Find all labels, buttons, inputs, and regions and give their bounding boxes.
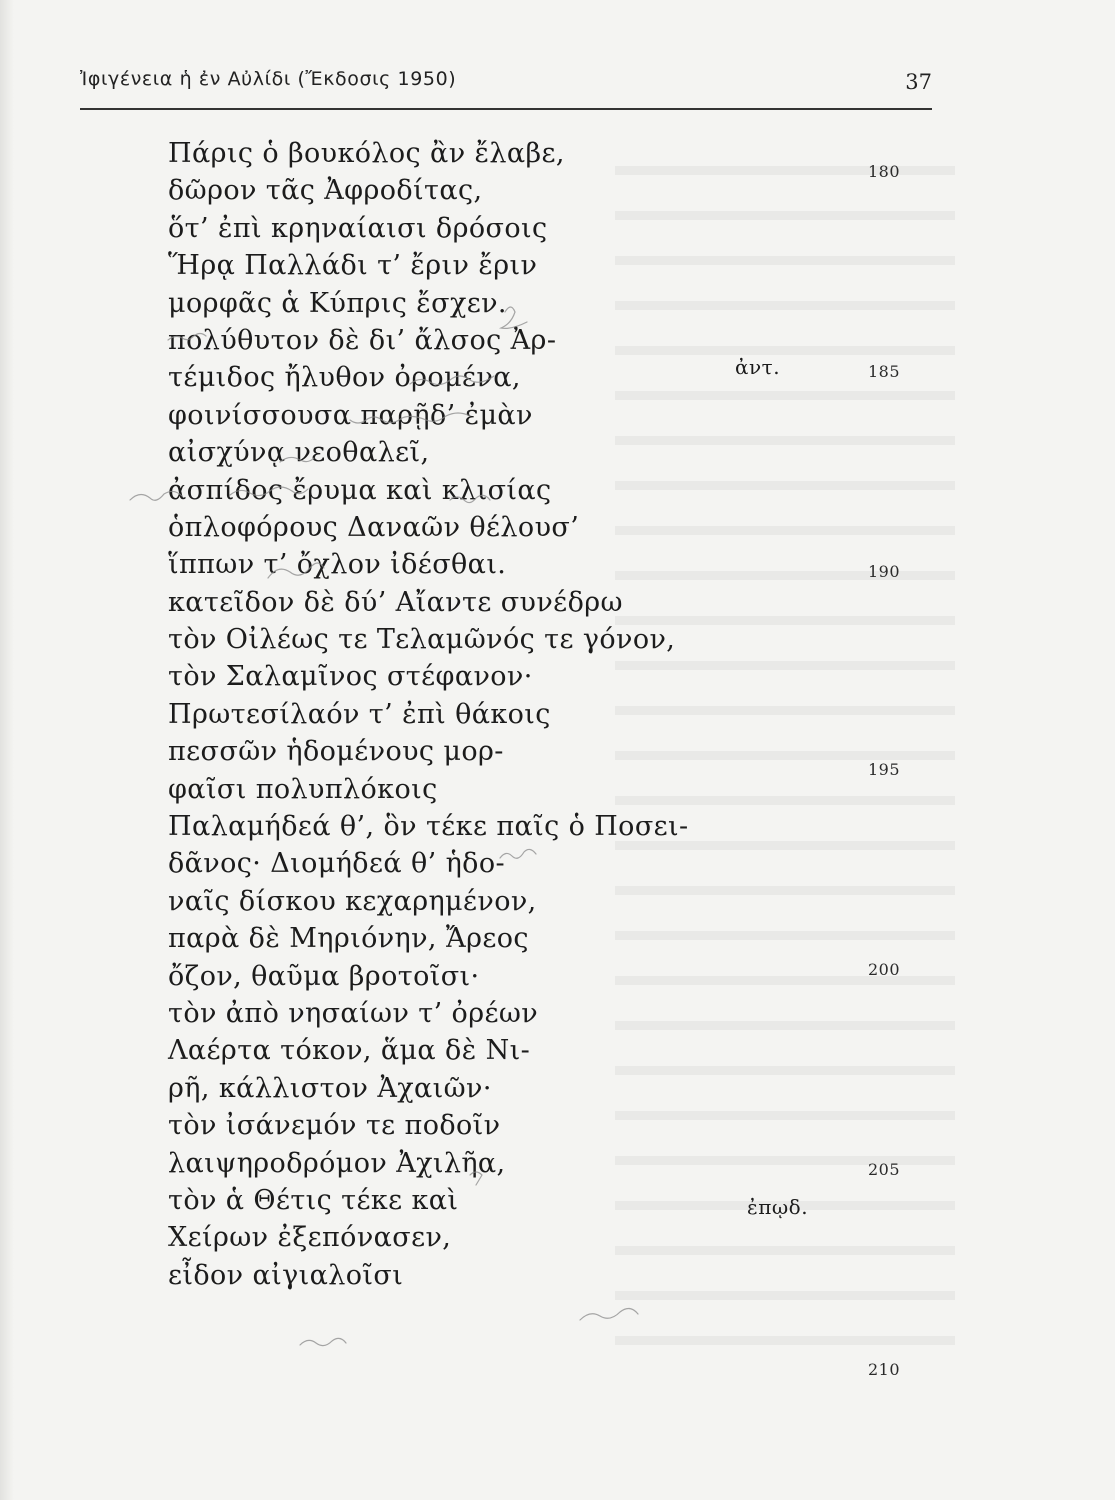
verse-text xyxy=(168,135,689,1294)
verse-line: πολύθυτον δὲ δι’ ἄλσος Ἀρ- xyxy=(168,324,557,356)
verse-line: τὸν ἰσάνεμόν τε ποδοῖν xyxy=(168,1110,501,1142)
verse-line: Πρωτεσίλαόν τ’ ἐπὶ θάκοις xyxy=(168,698,551,730)
verse-line: Παλαμήδεά θ’, ὃν τέκε παῖς ὁ Ποσει- xyxy=(168,811,689,843)
verse-line: τὸν Οἰλέως τε Τελαμῶνός τε γόνον, xyxy=(168,624,676,656)
epode-marker: ἐπῳδ. xyxy=(747,1195,809,1219)
verse-line: δᾶνος· Διομήδεά θ’ ἡδο- xyxy=(168,848,505,880)
verse-line: ρῆ, κάλλιστον Ἀχαιῶν· xyxy=(168,1072,492,1104)
verse-line: αἰσχύνᾳ νεοθαλεῖ, xyxy=(168,437,430,469)
line-number: 185 xyxy=(868,362,901,381)
verse-line: κατεῖδον δὲ δύ’ Αἴαντε συνέδρω xyxy=(168,586,623,618)
page-spine-shadow xyxy=(0,0,14,1500)
verse-line: ὁπλοφόρους Δαναῶν θέλουσ’ xyxy=(168,511,580,543)
verse-line: Λαέρτα τόκον, ἅμα δὲ Νι- xyxy=(168,1035,531,1067)
verse-line: δῶρον τᾶς Ἀφροδίτας, xyxy=(168,175,483,207)
verse-line: Πάρις ὁ βουκόλος ἂν ἔλαβε, xyxy=(168,138,565,169)
verse-line: φαῖσι πολυπλόκοις xyxy=(168,773,438,805)
running-head: Ἰφιγένεια ἡ ἐν Αὐλίδι (Ἔκδοσις 1950) xyxy=(80,68,457,90)
line-number: 210 xyxy=(868,1360,901,1379)
verse-line: Χείρων ἐξεπόνασεν, xyxy=(168,1222,452,1254)
page-number: 37 xyxy=(905,70,932,94)
verse-line: φοινίσσουσα παρῇδ’ ἐμὰν xyxy=(168,399,533,431)
line-number: 195 xyxy=(868,760,901,779)
header-rule xyxy=(80,108,932,110)
verse-line: παρὰ δὲ Μηριόνην, Ἄρεος xyxy=(168,923,529,955)
pencil-mark xyxy=(300,1338,346,1345)
antistrophe-marker: ἀντ. xyxy=(735,355,781,379)
verse-line: τέμιδος ἤλυθον ὀρομένα, xyxy=(168,362,521,394)
verse-line: Ἥρᾳ Παλλάδι τ’ ἔριν ἔριν xyxy=(168,250,538,282)
line-number: 180 xyxy=(868,162,901,181)
verse-line: εἶδον αἰγιαλοῖσι xyxy=(168,1259,404,1291)
verse-line: ὅτ’ ἐπὶ κρηναίαισι δρόσοις xyxy=(168,212,548,244)
verse-line: λαιψηροδρόμον Ἀχιλῆα, xyxy=(168,1147,506,1179)
line-number: 190 xyxy=(868,562,901,581)
verse-line: ἵππων τ’ ὄχλον ἰδέσθαι. xyxy=(168,549,507,581)
verse-line: μορφᾶς ἁ Κύπρις ἔσχεν. xyxy=(168,287,507,319)
verse-line: τὸν Σαλαμῖνος στέφανον· xyxy=(168,661,533,693)
verse-line: πεσσῶν ἡδομένους μορ- xyxy=(168,736,504,768)
page-header xyxy=(80,68,932,102)
line-number: 205 xyxy=(868,1160,901,1179)
verse-line: τὸν ἁ Θέτις τέκε καὶ xyxy=(168,1184,459,1216)
verse-line: ὄζον, θαῦμα βροτοῖσι· xyxy=(168,960,480,992)
verse-line: τὸν ἀπὸ νησαίων τ’ ὀρέων xyxy=(168,997,539,1029)
verse-line: ἀσπίδος ἔρυμα καὶ κλισίας xyxy=(168,474,552,506)
line-number: 200 xyxy=(868,960,901,979)
verse-line: ναῖς δίσκου κεχαρημένον, xyxy=(168,885,537,917)
